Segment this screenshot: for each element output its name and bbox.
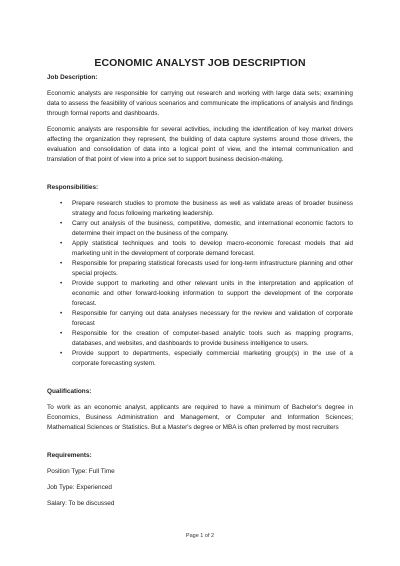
responsibilities-list (47, 199, 353, 369)
job-description-paragraph-1: Economic analysts are responsible for carrying out research and working with large data sets; examining data to assess the feasibility of various scenarios and communicate the implications of analysis and findings through formal reports and dashboards. (47, 90, 353, 117)
bullet-icon: • (60, 260, 63, 267)
list-item: • Responsible for carrying out data analyses necessary for the review and validation of corporate forecast (60, 310, 353, 327)
responsibilities-heading: Responsibilities: (47, 184, 99, 191)
bullet-icon: • (60, 240, 63, 247)
job-type: Job Type: Experienced (47, 484, 112, 491)
list-item: • Carry out analysis of the business, competitive, domestic, and international economic factors to determine their impact on the business of the company. (60, 220, 353, 237)
job-description-heading: Job Description: (47, 74, 98, 81)
list-item: • Provide support to marketing and other relevant units in the interpretation and application of economic and other forward-looking information to support the development of the corporate forecast. (60, 280, 353, 307)
bullet-icon: • (60, 330, 63, 337)
requirements-heading: Requirements: (47, 452, 92, 459)
position-type: Position Type: Full Time (47, 468, 115, 475)
bullet-icon: • (60, 200, 63, 207)
qualifications-heading: Qualifications: (47, 388, 92, 395)
bullet-icon: • (60, 350, 63, 357)
list-item: • Prepare research studies to promote the business as well as validate areas of broader business strategy and focus following marketing leadership. (60, 200, 353, 217)
qualifications-text: To work as an economic analyst, applicants are required to have a minimum of Bachelor's degree in Economics, Business Administration and Management, or Computer and Information Sciences; Mathematical Sciences or Statistics. But a Master's degree or MBA is often preferred by most recruiters (47, 404, 353, 431)
bullet-icon: • (60, 280, 63, 287)
list-item: • Responsible for preparing statistical forecasts used for long-term infrastructure planning and other special projects. (60, 260, 353, 277)
bullet-icon: • (60, 310, 63, 317)
list-item: • Apply statistical techniques and tools to develop macro-economic forecast models that aid marketing unit in the development of corporate demand forecast. (60, 240, 353, 257)
bullet-icon: • (60, 220, 63, 227)
page-number: Page 1 of 2 (185, 533, 215, 539)
document-title: ECONOMIC ANALYST JOB DESCRIPTION (94, 57, 306, 69)
list-item: • Provide support to departments, especially commercial marketing group(s) in the use of a corporate forecasting system. (60, 350, 353, 367)
job-description-paragraph-2: Economic analysts are responsible for several activities, including the identification of key market drivers affecting the organization they represent, the building of data capture systems around those drivers, the evaluation and consolidation of data into a logical point of view, and the internal communication and translation of that point of view into a price set to support business decision-making. (47, 126, 353, 163)
document-body (47, 73, 353, 509)
salary: Salary: To be discussed (47, 500, 115, 507)
list-item: • Responsible for the creation of computer-based analytic tools such as mapping programs, databases, and websites, and dashboards to provide business intelligence to users. (60, 330, 353, 347)
